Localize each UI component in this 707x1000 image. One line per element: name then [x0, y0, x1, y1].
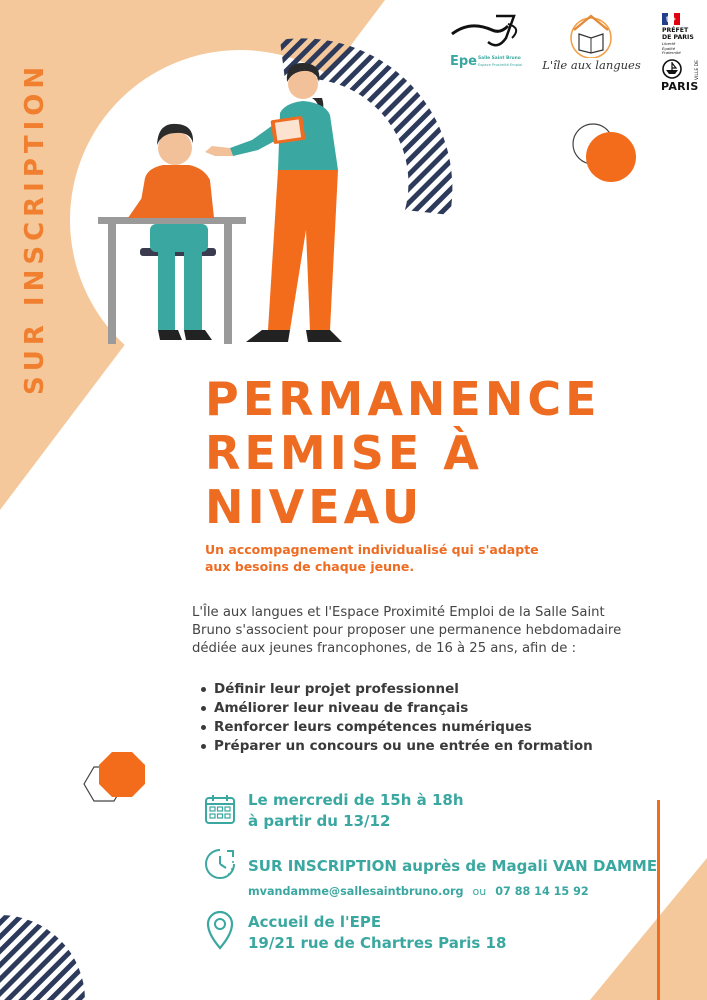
objectives-list	[200, 680, 593, 756]
paris-ship-icon	[660, 58, 686, 80]
contact-separator: ou	[472, 885, 487, 898]
paris-text: PARIS	[661, 80, 699, 93]
location-pin-icon	[205, 910, 235, 950]
french-flag-icon	[662, 13, 680, 25]
title-line: REMISE À	[205, 426, 483, 480]
prefet-motto: Liberté Égalité Fraternité	[662, 41, 681, 55]
book-house-icon	[534, 8, 649, 58]
schedule-block	[248, 790, 464, 832]
prefet-de-paris-logo	[662, 10, 702, 60]
list-item: Définir leur projet professionnel	[200, 680, 593, 699]
orange-octagon	[99, 752, 145, 797]
location-block	[248, 912, 506, 954]
epe-logo-sub: Espace Proximité Emploi	[478, 63, 523, 67]
epe-logo	[450, 12, 525, 72]
subtitle: Un accompagnement individualisé qui s'adapte aux besoins de chaque jeune.	[205, 542, 539, 574]
side-label-text: SUR INSCRIPTION	[20, 61, 50, 395]
contact-phone[interactable]: 07 88 14 15 92	[495, 885, 589, 898]
inscription-block	[248, 856, 657, 899]
ile-aux-langues-text: L'île aux langues	[542, 58, 641, 72]
clock-icon	[203, 847, 237, 881]
schedule-start: à partir du 13/12	[248, 812, 391, 830]
epe-logo-main: Epe	[450, 54, 478, 69]
calendar-icon	[204, 793, 236, 825]
title-line: PERMANENCE	[205, 372, 601, 426]
schedule-day: Le mercredi de 15h à 18h	[248, 791, 464, 809]
location-address: 19/21 rue de Chartres Paris 18	[248, 934, 507, 952]
ville-de-paris-logo	[660, 58, 704, 98]
list-item: Améliorer leur niveau de français	[200, 699, 593, 718]
contact-line	[248, 880, 657, 899]
title-line: NIVEAU	[205, 480, 424, 534]
prefet-title: PRÉFET DE PARIS	[662, 27, 694, 41]
epe-swirl-icon	[450, 12, 525, 54]
ville-de-text: VILLE DE	[695, 60, 700, 81]
intro-paragraph: L'Île aux langues et l'Espace Proximité Emploi de la Salle Saint Bruno s'associent pour proposer une permanence hebdomadaire dédiée aux jeunes francophones, de 16 à 25 ans, afin de :	[192, 605, 622, 656]
page-title	[205, 372, 645, 534]
epe-logo-name: Salle Saint Bruno	[478, 56, 521, 61]
list-item: Renforcer leurs compétences numériques	[200, 718, 593, 737]
location-name: Accueil de l'EPE	[248, 913, 382, 931]
orange-circle	[586, 132, 636, 182]
list-item: Préparer un concours ou une entrée en formation	[200, 737, 593, 756]
orange-vertical-line	[657, 800, 660, 1000]
striped-quarter-bottom-left	[0, 915, 85, 1000]
ile-aux-langues-logo	[534, 8, 649, 78]
contact-email[interactable]: mvandamme@sallesaintbruno.org	[248, 885, 464, 898]
inscription-title: SUR INSCRIPTION auprès de Magali VAN DAMME	[248, 857, 658, 875]
